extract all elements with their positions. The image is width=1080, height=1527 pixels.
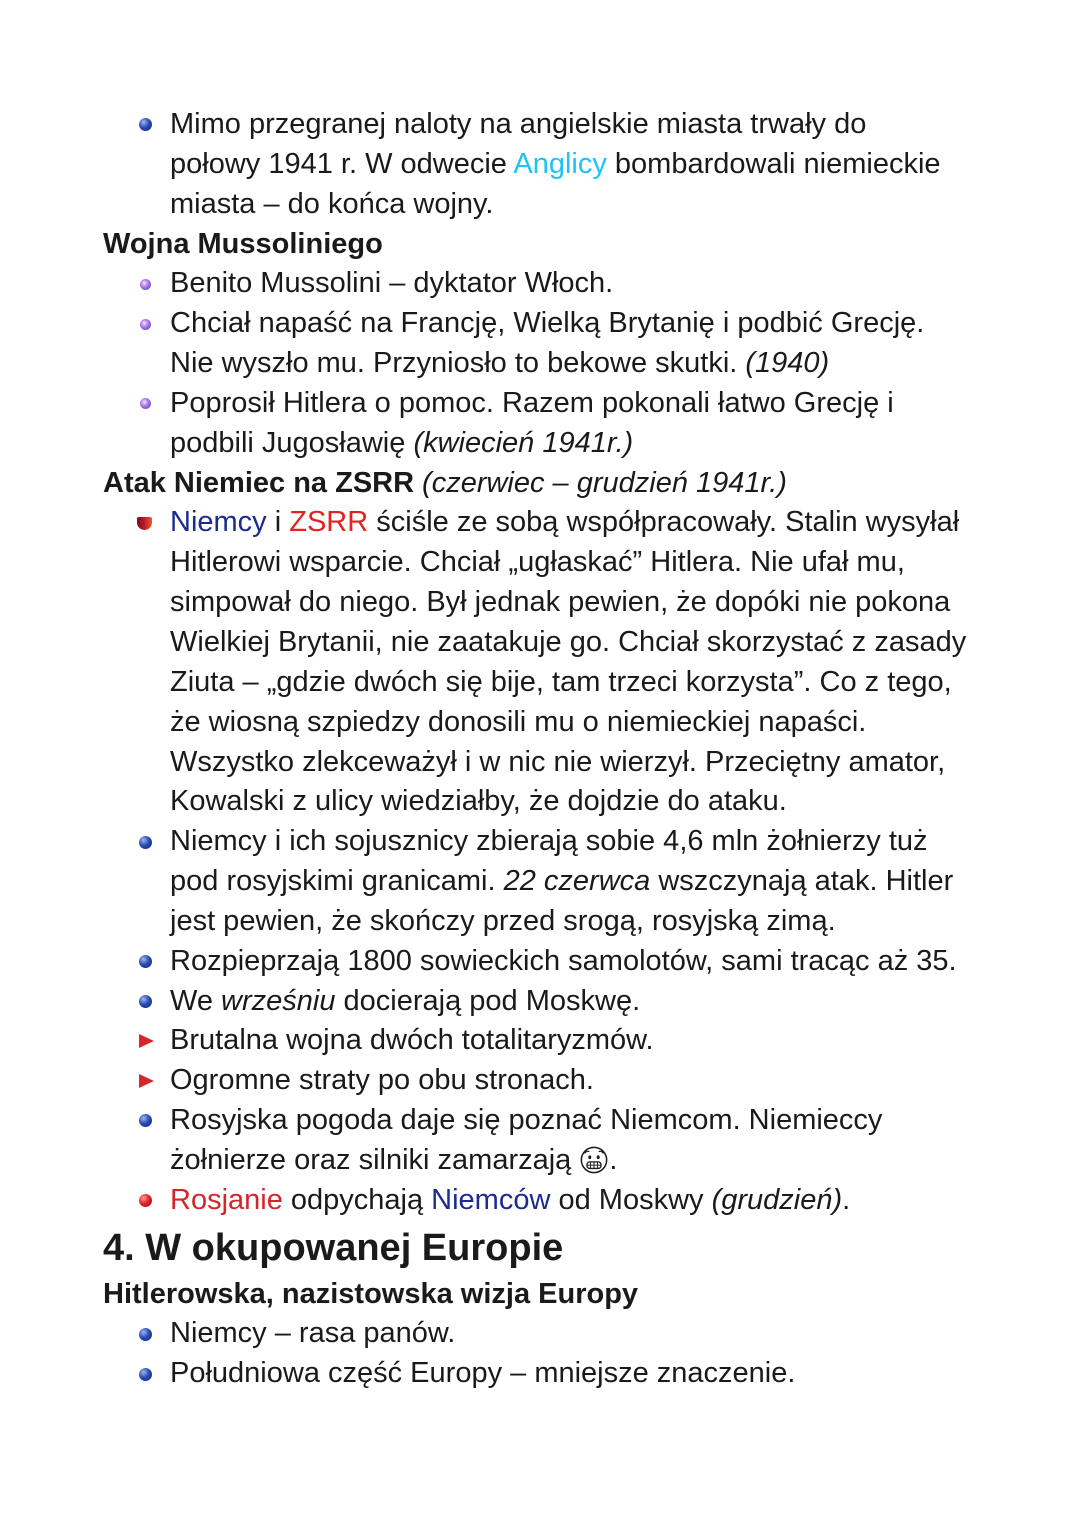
text-segment: Rozpieprzają 1800 sowieckich samolotów, sami tracąc aż 35. (170, 944, 957, 977)
section-heading-ussr-attack (0, 464, 1080, 504)
text-segment: i (266, 506, 290, 539)
bullet-item (0, 105, 1080, 225)
text-segment: odpychają (282, 1183, 432, 1216)
text-line (0, 623, 1080, 663)
purple-dot-icon (140, 319, 151, 330)
bullet-item (0, 1101, 1080, 1181)
text-segment: Chciał napaść na Francję, Wielką Brytanię i podbić Grecję. (170, 307, 925, 340)
highlight-anglicy: Anglicy (513, 147, 607, 180)
text-line (0, 424, 1080, 464)
bullet-item (0, 304, 1080, 384)
text-line (0, 782, 1080, 822)
text-segment: Rosyjska pogoda daje się poznać Niemcom. Niemieccy (170, 1104, 883, 1137)
bullet-item (0, 503, 1080, 822)
date-note: (grudzień) (711, 1183, 843, 1216)
text-line (0, 344, 1080, 384)
bullet-item (0, 1061, 1080, 1101)
text-segment: od Moskwy (550, 1183, 712, 1216)
text-segment: Brutalna wojna dwóch totalitaryzmów. (170, 1024, 654, 1057)
bullet-item (0, 1021, 1080, 1061)
text-segment: Południowa część Europy – mniejsze znaczenie. (170, 1357, 796, 1390)
date-note: wrześniu (221, 984, 336, 1017)
text-segment: Nie wyszło mu. Przyniosło to bekowe skutki. (170, 347, 746, 380)
text-line (0, 304, 1080, 344)
highlight-niemcy: Niemcy (170, 506, 267, 539)
highlight-rosjanie: Rosjanie (170, 1183, 283, 1216)
text-segment: żołnierze oraz silniki zamarzają (170, 1143, 580, 1176)
text-segment: ściśle ze sobą współpracowały. Stalin wysyłał (368, 506, 960, 539)
text-segment: Mimo przegranej naloty na angielskie miasta trwały do (170, 108, 867, 140)
text-segment: połowy 1941 r. W odwecie (170, 147, 514, 180)
blue-dot-icon (139, 995, 152, 1008)
text-segment: jest pewien, że skończy przed srogą, rosyjską zimą. (170, 904, 836, 937)
blue-dot-icon (139, 1368, 152, 1381)
text-line (0, 264, 1080, 304)
text-line (0, 1141, 1080, 1181)
bullet-item (0, 264, 1080, 304)
text-line (0, 703, 1080, 743)
heading-title: Atak Niemiec na ZSRR (103, 466, 415, 499)
text-line (0, 543, 1080, 583)
bullet-item (0, 982, 1080, 1022)
bullet-item (0, 1314, 1080, 1354)
text-segment: podbili Jugosławię (170, 426, 414, 459)
heading-dates: (czerwiec – grudzień 1941r.) (422, 466, 787, 499)
bullet-item (0, 1354, 1080, 1394)
red-flag-icon (139, 1074, 154, 1088)
date-note: (1940) (745, 347, 830, 380)
text-segment: Benito Mussolini – dyktator Włoch. (170, 267, 614, 300)
text-segment: Wielkiej Brytanii, nie zaatakuje go. Chciał skorzystać z zasady (170, 625, 967, 658)
text-segment: Niemcy – rasa panów. (170, 1317, 456, 1350)
text-line (0, 743, 1080, 783)
text-line (0, 1021, 1080, 1061)
text-segment: Kowalski z ulicy wiedziałby, że dojdzie do ataku. (170, 785, 787, 818)
chapter-title: 4. W okupowanej Europie (103, 1226, 564, 1269)
text-line (0, 185, 1080, 225)
highlight-niemcow: Niemców (431, 1183, 551, 1216)
cold-face-icon (579, 1145, 609, 1175)
text-line (0, 942, 1080, 982)
date-note: (kwiecień 1941r.) (413, 426, 634, 459)
bullet-item (0, 1181, 1080, 1221)
bullet-item (0, 384, 1080, 464)
text-line (0, 583, 1080, 623)
text-line (0, 663, 1080, 703)
text-segment: Poprosił Hitlera o pomoc. Razem pokonali łatwo Grecję i (170, 386, 894, 419)
text-segment: pod rosyjskimi granicami. (170, 865, 504, 898)
text-line (0, 1354, 1080, 1394)
text-segment: docierają pod Moskwę. (335, 984, 641, 1017)
bullet-item (0, 942, 1080, 982)
text-line (0, 145, 1080, 185)
text-segment: . (609, 1143, 618, 1176)
text-line (0, 902, 1080, 942)
section-heading-vision: Hitlerowska, nazistowska wizja Europy (103, 1277, 639, 1310)
text-line (0, 503, 1080, 543)
text-line (0, 384, 1080, 424)
text-line (0, 862, 1080, 902)
section-heading-mussolini: Wojna Mussoliniego (103, 227, 383, 260)
text-line (0, 1314, 1080, 1354)
text-line (0, 1061, 1080, 1101)
text-segment: miasta – do końca wojny. (170, 187, 494, 220)
text-segment: . (842, 1183, 851, 1216)
text-line (0, 822, 1080, 862)
highlight-zsrr: ZSRR (289, 506, 369, 539)
bullet-item (0, 822, 1080, 942)
text-segment: We (170, 984, 222, 1017)
red-flag-icon (139, 1034, 154, 1048)
text-line (0, 1181, 1080, 1221)
text-segment: Ziuta – „gdzie dwóch się bije, tam trzeci korzysta”. Co z tego, (170, 665, 952, 698)
text-segment: wszczynają atak. Hitler (650, 865, 954, 898)
blue-dot-icon (139, 836, 152, 849)
notes-content (0, 105, 1080, 1394)
text-segment: Niemcy i ich sojusznicy zbierają sobie 4,6 mln żołnierzy tuż (170, 825, 928, 858)
text-segment: Wszystko zlekceważył i w nic nie wierzył. Przeciętny amator, (170, 745, 946, 778)
text-line (0, 1101, 1080, 1141)
text-segment: simpował do niego. Był jednak pewien, że dopóki nie pokona (170, 586, 951, 619)
purple-dot-icon (140, 279, 151, 290)
text-line (0, 105, 1080, 145)
text-segment: Hitlerowi wsparcie. Chciał „ugłaskać” Hitlera. Nie ufał mu, (170, 546, 905, 579)
text-segment: że wiosną szpiedzy donosili mu o niemieckiej napaści. (170, 705, 867, 738)
text-line (0, 982, 1080, 1022)
date-note: 22 czerwca (503, 865, 651, 898)
blue-dot-icon (139, 1328, 152, 1341)
text-segment: bombardowali niemieckie (606, 147, 941, 180)
text-segment: Ogromne straty po obu stronach. (170, 1064, 594, 1097)
